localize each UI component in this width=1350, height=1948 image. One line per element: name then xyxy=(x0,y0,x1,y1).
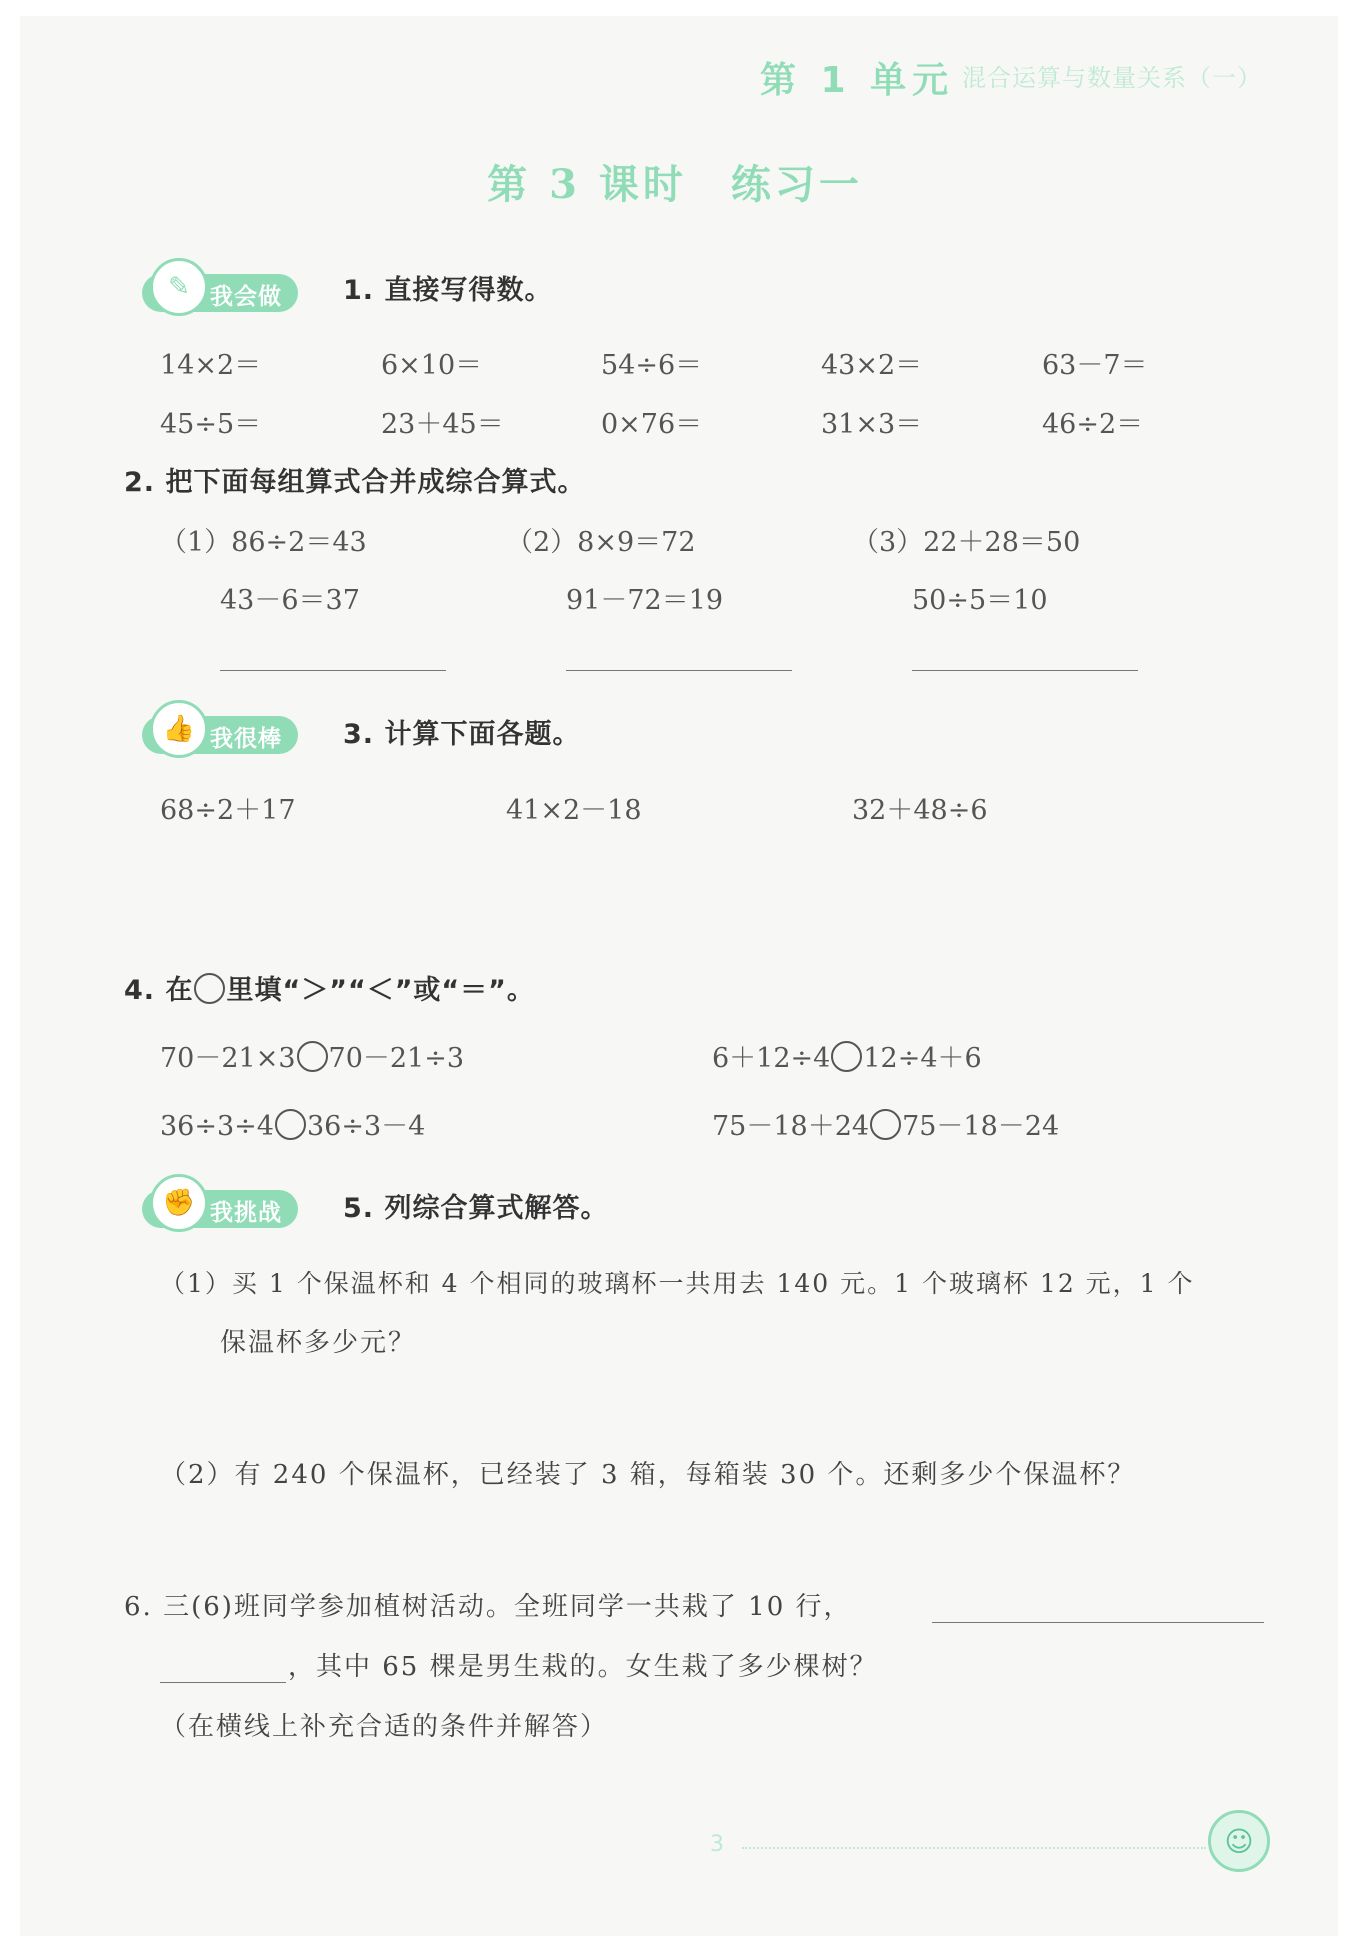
q4-left: 36÷3÷4 xyxy=(160,1111,274,1142)
badge-wo-hui-zuo xyxy=(132,258,302,320)
pencil-hand-icon: ✎ xyxy=(150,258,208,316)
fist-icon: ✊ xyxy=(150,1174,208,1232)
circle-blank-icon xyxy=(194,973,225,1004)
q1-expr: 45÷5＝ xyxy=(160,409,262,440)
q1-expr: 54÷6＝ xyxy=(601,350,703,381)
q2-answer-line[interactable] xyxy=(220,670,446,671)
q5-title: 5. 列综合算式解答。 xyxy=(343,1193,609,1224)
q4-right: 12÷4＋6 xyxy=(863,1043,982,1074)
page-number: 3 xyxy=(710,1832,724,1857)
cartoon-mascot-icon: ☺ xyxy=(1208,1810,1270,1872)
q1-expr: 23＋45＝ xyxy=(381,409,504,440)
q3-item: 41×2－18 xyxy=(506,795,642,826)
q1-expr: 14×2＝ xyxy=(160,350,262,381)
q3-title: 3. 计算下面各题。 xyxy=(343,719,581,750)
thumbs-up-icon: 👍 xyxy=(150,700,208,758)
q3-item: 32＋48÷6 xyxy=(852,795,988,826)
q4-item xyxy=(160,1104,425,1143)
q6-line2: ，其中 65 棵是男生栽的。女生栽了多少棵树？ xyxy=(288,1652,878,1682)
q2-answer-line[interactable] xyxy=(912,670,1138,671)
badge-label: 我会做 xyxy=(210,284,282,310)
compare-circle[interactable] xyxy=(831,1041,862,1072)
q4-title xyxy=(124,968,535,1007)
q6-line1-text: 6. 三(6)班同学参加植树活动。全班同学一共栽了 10 行， xyxy=(124,1592,852,1622)
q4-item xyxy=(712,1036,982,1075)
q1-title: 1. 直接写得数。 xyxy=(343,275,553,306)
q2-group3-second: 50÷5＝10 xyxy=(912,585,1048,616)
q4-title-prefix: 4. 在 xyxy=(124,975,194,1006)
q4-left: 75－18＋24 xyxy=(712,1111,870,1142)
badge-wo-hen-bang xyxy=(132,700,302,762)
unit-label: 第 1 单元 xyxy=(760,60,955,101)
badge-label: 我很棒 xyxy=(210,726,282,752)
q6-line3: （在横线上补充合适的条件并解答） xyxy=(160,1712,609,1742)
compare-circle[interactable] xyxy=(275,1109,306,1140)
q5-part2: （2）有 240 个保温杯，已经装了 3 箱，每箱装 30 个。还剩多少个保温杯？ xyxy=(160,1460,1136,1490)
q1-expr: 6×10＝ xyxy=(381,350,483,381)
q1-expr: 31×3＝ xyxy=(821,409,923,440)
q2-group2-first: （2）8×9＝72 xyxy=(506,527,696,558)
lesson-title: 第 3 课时 练习一 xyxy=(487,161,863,208)
q2-group1-first: （1）86÷2＝43 xyxy=(160,527,367,558)
q5-part1-line1: （1）买 1 个保温杯和 4 个相同的玻璃杯一共用去 140 元。1 个玻璃杯 12 元，1 个 xyxy=(160,1269,1195,1298)
q3-item: 68÷2＋17 xyxy=(160,795,296,826)
q4-right: 36÷3－4 xyxy=(306,1111,426,1142)
q2-group2-second: 91－72＝19 xyxy=(566,585,724,616)
unit-subtitle: 混合运算与数量关系（一） xyxy=(962,64,1262,92)
badge-wo-tiao-zhan xyxy=(132,1174,302,1236)
q1-expr: 46÷2＝ xyxy=(1042,409,1144,440)
q4-right: 75－18－24 xyxy=(902,1111,1060,1142)
compare-circle[interactable] xyxy=(297,1041,328,1072)
q4-title-suffix: 里填“＞”“＜”或“＝”。 xyxy=(226,975,535,1006)
q1-expr: 0×76＝ xyxy=(601,409,703,440)
q2-group1-second: 43－6＝37 xyxy=(220,585,360,616)
q2-group3-first: （3）22＋28＝50 xyxy=(852,527,1081,558)
q1-expr: 63－7＝ xyxy=(1042,350,1148,381)
q2-title: 2. 把下面每组算式合并成综合算式。 xyxy=(124,467,586,498)
badge-label: 我挑战 xyxy=(210,1200,282,1226)
q4-item xyxy=(712,1104,1059,1143)
compare-circle[interactable] xyxy=(870,1109,901,1140)
q6-line1 xyxy=(124,1586,852,1623)
q4-right: 70－21÷3 xyxy=(328,1043,465,1074)
q6-blank-2[interactable] xyxy=(160,1682,286,1683)
q1-expr: 43×2＝ xyxy=(821,350,923,381)
q2-answer-line[interactable] xyxy=(566,670,792,671)
q4-item xyxy=(160,1036,464,1075)
q5-part1-line2: 保温杯多少元？ xyxy=(220,1328,417,1358)
q4-left: 6＋12÷4 xyxy=(712,1043,831,1074)
footer-dotted-line xyxy=(742,1847,1206,1849)
q6-blank-1[interactable] xyxy=(932,1622,1264,1623)
q4-left: 70－21×3 xyxy=(160,1043,296,1074)
